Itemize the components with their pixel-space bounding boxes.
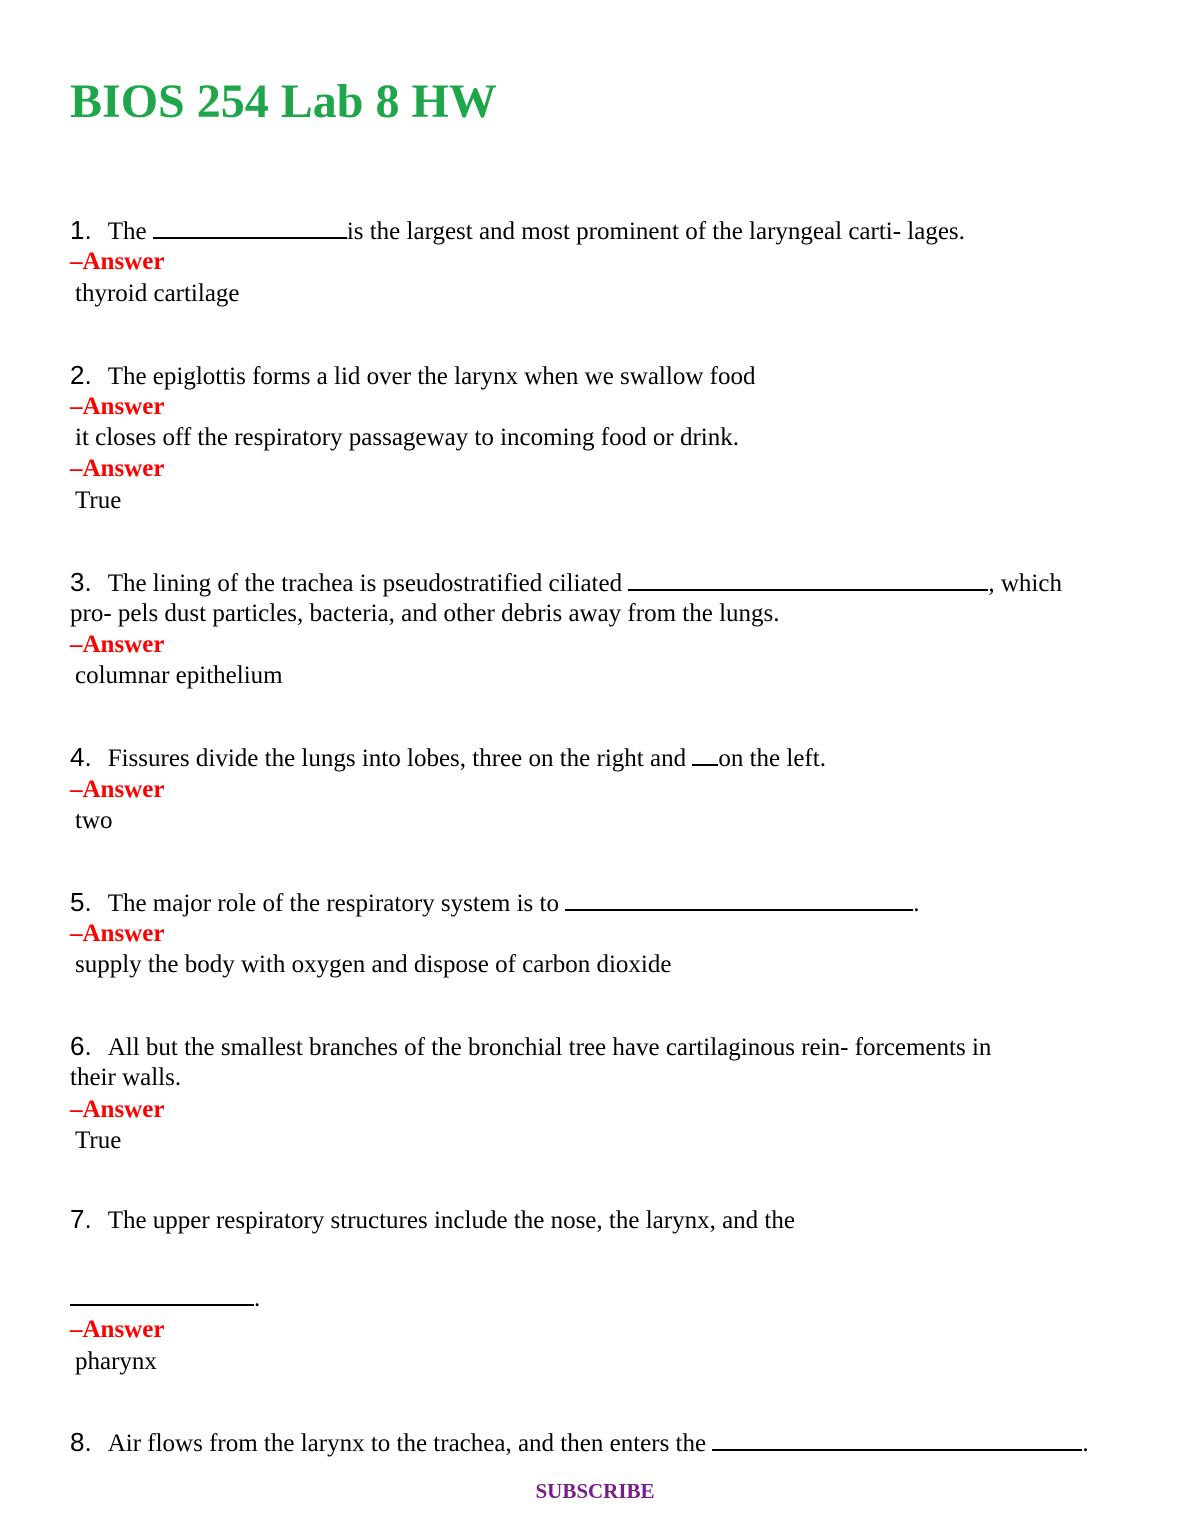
question-number: 1. [70, 215, 92, 245]
question-1-prompt [70, 215, 965, 247]
answer-label: –Answer [70, 1316, 165, 1343]
question-text: Air flows from the larynx to the trachea, and then enters the [107, 1430, 713, 1457]
question-3-prompt [70, 567, 1062, 599]
question-number: 4. [70, 742, 92, 772]
answer-text: it closes off the respiratory passageway to incoming food or drink. [75, 424, 739, 451]
fill-in-blank [628, 571, 988, 591]
question-2-prompt [70, 360, 755, 392]
question-text: , which [988, 570, 1062, 597]
question-text: is the largest and most prominent of the laryngeal carti- lages. [346, 218, 965, 245]
question-text: . [254, 1285, 261, 1312]
answer-label: –Answer [70, 393, 165, 420]
answer-label: –Answer [70, 776, 165, 803]
answer-label: –Answer [70, 920, 165, 947]
question-text-continued: pro- pels dust particles, bacteria, and other debris away from the lungs. [70, 600, 780, 627]
answer-label: –Answer [70, 631, 165, 658]
answer-text: pharynx [75, 1348, 157, 1375]
subscribe-link[interactable]: SUBSCRIBE [535, 1479, 655, 1503]
answer-text: thyroid cartilage [75, 280, 240, 307]
answer-label: –Answer [70, 1096, 165, 1123]
question-text: Fissures divide the lungs into lobes, three on the right and [107, 745, 693, 772]
answer-text: columnar epithelium [75, 662, 283, 689]
question-number: 5. [70, 887, 92, 917]
question-7-prompt [70, 1204, 795, 1236]
question-number: 8. [70, 1427, 92, 1457]
question-text: The upper respiratory structures include the nose, the larynx, and the [107, 1207, 795, 1234]
question-6-prompt [70, 1031, 991, 1063]
fill-in-blank [153, 219, 347, 239]
question-text-continued: their walls. [70, 1064, 182, 1091]
page-title: BIOS 254 Lab 8 HW [70, 75, 497, 128]
question-number: 3. [70, 567, 92, 597]
question-number: 2. [70, 360, 92, 390]
fill-in-blank [692, 746, 718, 766]
question-text: on the left. [718, 745, 826, 772]
question-text: . [1082, 1430, 1089, 1457]
question-8-prompt [70, 1427, 1089, 1459]
question-4-prompt [70, 742, 826, 774]
question-text: The [107, 218, 153, 245]
fill-in-blank [70, 1286, 254, 1306]
fill-in-blank [712, 1431, 1082, 1451]
question-text: All but the smallest branches of the bronchial tree have cartilaginous rein- forcements in [107, 1034, 992, 1061]
question-text: . [913, 890, 920, 917]
answer-text: two [75, 807, 113, 834]
fill-in-blank [565, 891, 913, 911]
question-text: The lining of the trachea is pseudostratified ciliated [107, 570, 629, 597]
answer-text: supply the body with oxygen and dispose of carbon dioxide [75, 951, 672, 978]
answer-text: True [75, 1127, 122, 1154]
answer-label: –Answer [70, 248, 165, 275]
question-text: The major role of the respiratory system is to [107, 890, 566, 917]
answer-label: –Answer [70, 455, 165, 482]
question-number: 7. [70, 1204, 92, 1234]
question-5-prompt [70, 887, 919, 919]
question-7-blank-line [70, 1283, 260, 1314]
question-number: 6. [70, 1031, 92, 1061]
question-text: The epiglottis forms a lid over the larynx when we swallow food [107, 363, 756, 390]
answer-text: True [75, 487, 122, 514]
